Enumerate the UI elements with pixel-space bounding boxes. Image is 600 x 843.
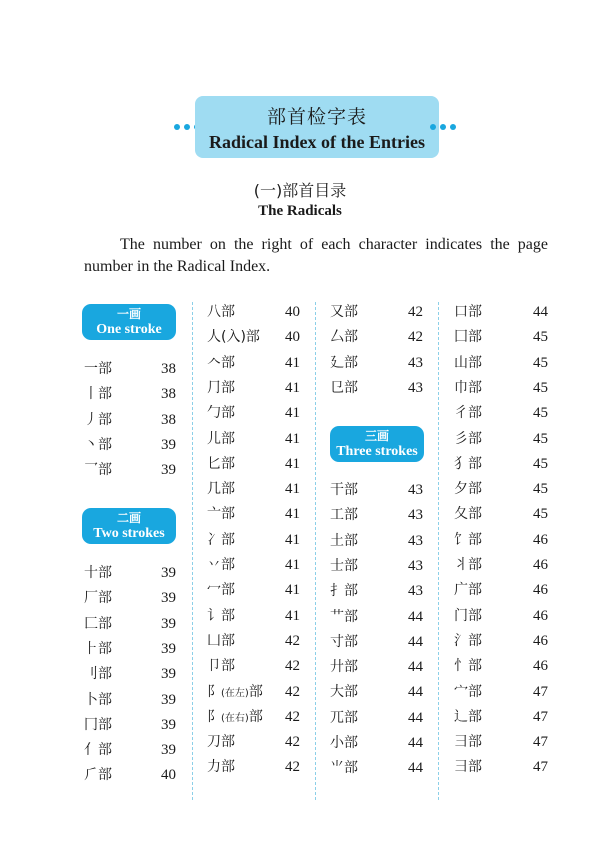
radical-entry (207, 300, 300, 325)
radical-name (330, 529, 358, 554)
page-number: 45 (533, 405, 548, 422)
radical-name (330, 605, 358, 630)
radical-char: 阝 (207, 683, 221, 700)
radical-char: 犭部 (454, 455, 482, 472)
radical-name (330, 325, 358, 350)
decorative-dots-right (430, 124, 456, 130)
radical-entry (454, 477, 548, 502)
radical-name (454, 351, 482, 376)
radical-suffix: 部 (248, 708, 263, 725)
radical-entry (207, 452, 300, 477)
radical-entry (84, 688, 176, 713)
page-title-en: Radical Index of the Entries (209, 132, 425, 152)
radical-entry (330, 655, 423, 680)
page-number: 41 (285, 405, 300, 422)
page-number: 47 (533, 734, 548, 751)
radical-char: 㔾部 (330, 379, 358, 396)
radical-char: 夕部 (454, 481, 482, 498)
radical-entry (207, 578, 300, 603)
radical-char: ⺕部 (454, 759, 482, 776)
radical-char: 兀部 (330, 709, 358, 726)
radical-char: 彳部 (454, 405, 482, 422)
heading-label-cn: 二画 (116, 511, 141, 525)
page-number: 45 (533, 455, 548, 472)
column-divider (315, 302, 316, 800)
radical-entry (330, 630, 423, 655)
radical-entry (207, 629, 300, 654)
radical-entry (330, 579, 423, 604)
page-number: 41 (285, 531, 300, 548)
radical-char: ⺊部 (84, 640, 112, 657)
radical-position-note: (在右) (221, 712, 249, 724)
radical-entry (84, 662, 176, 687)
page-number: 47 (533, 708, 548, 725)
radical-char: 卜部 (84, 691, 112, 708)
page-number: 39 (161, 462, 176, 479)
radical-char: 亻部 (84, 742, 112, 759)
radical-entry (207, 401, 300, 426)
radical-name (330, 756, 358, 781)
radical-name (454, 553, 482, 578)
page-number: 42 (285, 734, 300, 751)
radical-char: 冖部 (207, 582, 235, 599)
radical-entry (207, 730, 300, 755)
radical-char: 人(入)部 (207, 329, 260, 346)
radical-name (207, 553, 235, 578)
radical-char: 廴部 (330, 354, 358, 371)
heading-label-cn: 三画 (364, 429, 389, 443)
page-number: 42 (408, 329, 423, 346)
radical-name (207, 477, 235, 502)
radical-char: 刂部 (84, 666, 112, 683)
page-number: 41 (285, 506, 300, 523)
page-number: 42 (285, 759, 300, 776)
page-number: 45 (533, 430, 548, 447)
radical-entry (207, 705, 300, 730)
page-number: 44 (408, 659, 423, 676)
radical-name (84, 561, 112, 586)
page-number: 44 (408, 633, 423, 650)
radical-entry (454, 325, 548, 350)
page-number: 43 (408, 557, 423, 574)
radical-entry (454, 376, 548, 401)
radical-char: 卩部 (207, 658, 235, 675)
radical-entry (330, 731, 423, 756)
radical-name (454, 604, 482, 629)
radical-entry (454, 730, 548, 755)
radical-entry (207, 376, 300, 401)
heading-two-strokes (82, 508, 176, 544)
radical-name (207, 401, 235, 426)
radical-name (207, 705, 263, 731)
radical-name (454, 705, 482, 730)
radical-char: 丷部 (207, 557, 235, 573)
radical-entry (454, 705, 548, 730)
radical-char: 十部 (84, 565, 112, 581)
radical-char: 扌部 (330, 583, 358, 600)
heading-one-stroke (82, 304, 176, 340)
radical-entry (454, 452, 548, 477)
section-title-en: The Radicals (258, 203, 342, 219)
radical-entry (330, 605, 423, 630)
radical-name (207, 427, 235, 452)
radical-name (454, 502, 482, 527)
page-number: 44 (408, 709, 423, 726)
radical-name (330, 680, 358, 705)
page-number: 44 (408, 735, 423, 751)
radical-char: 彡部 (454, 430, 482, 447)
heading-label-cn: 一画 (116, 307, 141, 321)
page-number: 44 (408, 608, 423, 625)
radical-char: 口部 (454, 304, 482, 320)
heading-label-en: One stroke (96, 322, 162, 337)
radical-char: 忄部 (454, 658, 482, 675)
radical-char: 丶部 (84, 436, 112, 453)
radical-entry (207, 528, 300, 553)
radical-entry (84, 637, 176, 662)
radical-name (84, 612, 112, 637)
radical-char: 阝 (207, 708, 221, 725)
radical-entry (207, 477, 300, 502)
radical-entry (84, 763, 176, 788)
radical-entry (454, 401, 548, 426)
radical-name (330, 731, 358, 756)
radical-entry (207, 755, 300, 780)
radical-name (84, 458, 112, 483)
radical-char: 士部 (330, 557, 358, 574)
radical-char: 凵部 (207, 632, 235, 649)
radical-char: 夂部 (454, 506, 482, 523)
page-number: 42 (285, 708, 300, 725)
radical-char: 寸部 (330, 633, 358, 650)
radical-name (330, 300, 358, 325)
radical-entry (454, 755, 548, 780)
radical-name (454, 477, 482, 502)
page-number: 41 (285, 455, 300, 472)
page-number: 38 (161, 361, 176, 377)
radical-entry (330, 706, 423, 731)
radical-char: ⺁部 (84, 767, 112, 784)
radical-entry (330, 376, 423, 401)
page-number: 45 (533, 329, 548, 346)
page-number: 39 (161, 590, 176, 607)
radical-name (207, 452, 235, 477)
radical-entry (207, 502, 300, 527)
radical-char: 勹部 (207, 405, 235, 422)
page-number: 40 (285, 304, 300, 320)
page-number: 43 (408, 507, 423, 524)
page-number: 47 (533, 759, 548, 776)
radical-char: 氵部 (454, 632, 482, 649)
radical-name (84, 738, 112, 763)
radical-name (330, 655, 358, 680)
radical-entry (84, 612, 176, 637)
radical-char: 艹部 (330, 608, 358, 625)
radical-char: 土部 (330, 532, 358, 549)
radical-entry (84, 713, 176, 738)
radical-char: 厶部 (330, 329, 358, 346)
radical-name (84, 382, 112, 407)
radical-name (207, 351, 235, 376)
page-number: 46 (533, 531, 548, 548)
radical-char: 丿部 (84, 411, 112, 428)
radical-entry (330, 325, 423, 350)
radical-char: 巾部 (454, 379, 482, 396)
radical-name (84, 713, 112, 738)
radical-char: 辶部 (454, 708, 482, 725)
radical-name (454, 629, 482, 654)
radical-name (330, 478, 358, 503)
page-number: 42 (285, 658, 300, 675)
radical-name (84, 433, 112, 458)
radical-entry (454, 629, 548, 654)
radical-entry (84, 357, 176, 382)
radical-char: 囗部 (454, 329, 482, 346)
radical-char: 亠部 (207, 506, 235, 523)
radical-name (84, 688, 112, 713)
page-number: 43 (408, 532, 423, 549)
page-number: 46 (533, 557, 548, 573)
radical-char: 干部 (330, 482, 358, 498)
radical-entry (207, 680, 300, 705)
radical-char: 大部 (330, 684, 358, 701)
page-number: 47 (533, 683, 548, 700)
page-number: 41 (285, 481, 300, 498)
radical-entry (84, 433, 176, 458)
radical-name (454, 452, 482, 477)
radical-name (207, 300, 235, 325)
radical-char: 丨部 (84, 386, 112, 403)
radical-entry (330, 529, 423, 554)
radical-char: 儿部 (207, 430, 235, 447)
radical-name (454, 654, 482, 679)
page-number: 44 (408, 684, 423, 701)
radical-char: 冂部 (84, 716, 112, 733)
page-number: 42 (285, 632, 300, 649)
page-number: 38 (161, 411, 176, 428)
page-number: 42 (408, 304, 423, 320)
radical-char: 力部 (207, 759, 235, 776)
radical-entry (454, 300, 548, 325)
radical-char: 宀部 (454, 683, 482, 700)
radical-char: 工部 (330, 507, 358, 524)
radical-char: 彐部 (454, 734, 482, 751)
radical-char: 几部 (207, 481, 235, 498)
page-number: 46 (533, 658, 548, 675)
radical-name (330, 579, 358, 604)
radical-name (454, 376, 482, 401)
page-number: 43 (408, 482, 423, 498)
radical-char: 又部 (330, 304, 358, 320)
radical-char: 乛部 (84, 462, 112, 479)
radical-entry (330, 478, 423, 503)
page-number: 39 (161, 742, 176, 759)
radical-name (207, 604, 235, 629)
radical-entry (330, 351, 423, 376)
radical-char: ⺆部 (207, 379, 235, 396)
radical-name (330, 503, 358, 528)
radical-name (207, 325, 260, 350)
radical-entry (84, 586, 176, 611)
radical-char: 饣部 (454, 531, 482, 548)
page-number: 45 (533, 379, 548, 396)
radical-char: 廾部 (330, 659, 358, 676)
radical-name (454, 325, 482, 350)
radical-entry (330, 300, 423, 325)
page-number: 43 (408, 354, 423, 371)
radical-char: 刀部 (207, 734, 235, 751)
radical-name (454, 528, 482, 553)
radical-name (330, 706, 358, 731)
radical-entry (454, 553, 548, 578)
page-number: 45 (533, 481, 548, 498)
section-title-cn: (一)部首目录 (253, 181, 347, 200)
radical-entry (454, 680, 548, 705)
radical-char: 厂部 (84, 590, 112, 607)
radical-name (454, 578, 482, 603)
radical-name (84, 586, 112, 611)
radical-name (454, 680, 482, 705)
page-number: 41 (285, 557, 300, 573)
intro-paragraph: The number on the right of each character indicates the page number in the Radical Index. (84, 236, 548, 275)
radical-entry (454, 604, 548, 629)
radical-entry (330, 554, 423, 579)
page-number: 46 (533, 607, 548, 624)
radical-char: 山部 (454, 354, 482, 371)
radical-char: 𠆢部 (207, 354, 235, 371)
heading-three-strokes (330, 426, 424, 462)
radical-entry (330, 680, 423, 705)
radical-entry (330, 503, 423, 528)
radical-entry (454, 578, 548, 603)
radical-name (207, 502, 235, 527)
radical-position-note: (在左) (221, 687, 249, 699)
page-number: 39 (161, 640, 176, 657)
page-number: 40 (285, 329, 300, 346)
radical-name (330, 351, 358, 376)
column-divider (192, 302, 193, 800)
page-number: 39 (161, 565, 176, 581)
page-number: 41 (285, 430, 300, 447)
page-number: 45 (533, 354, 548, 371)
radical-name (207, 730, 235, 755)
radical-name (454, 300, 482, 325)
radical-name (207, 376, 235, 401)
page-number: 41 (285, 354, 300, 371)
radical-entry (84, 738, 176, 763)
radical-char: 小部 (330, 735, 358, 751)
radical-name (207, 528, 235, 553)
radical-name (207, 654, 235, 679)
radical-entry (84, 561, 176, 586)
radical-char: ⺌部 (330, 760, 358, 777)
radical-char: 丬部 (454, 557, 482, 573)
radical-entry (84, 408, 176, 433)
radical-entry (207, 553, 300, 578)
page-number: 43 (408, 379, 423, 396)
page-number: 39 (161, 436, 176, 453)
heading-label-en: Three strokes (336, 444, 418, 459)
radical-entry (207, 604, 300, 629)
column-divider (438, 302, 439, 800)
radical-entry (207, 351, 300, 376)
page-number: 41 (285, 582, 300, 599)
radical-entry (454, 502, 548, 527)
radical-name (207, 755, 235, 780)
radical-entry (207, 427, 300, 452)
page-number: 41 (285, 607, 300, 624)
title-banner (195, 96, 439, 158)
page-number: 40 (161, 767, 176, 784)
radical-entry (454, 654, 548, 679)
radical-entry (454, 528, 548, 553)
radical-char: 门部 (454, 607, 482, 624)
page-number: 39 (161, 666, 176, 683)
radical-char: 匕部 (207, 455, 235, 472)
radical-name (84, 637, 112, 662)
radical-name (207, 629, 235, 654)
heading-label-en: Two strokes (93, 526, 165, 541)
radical-entry (207, 654, 300, 679)
radical-char: 匚部 (84, 615, 112, 632)
radical-name (454, 401, 482, 426)
radical-char: 冫部 (207, 531, 235, 548)
radical-name (84, 408, 112, 433)
radical-name (454, 755, 482, 780)
radical-name (454, 427, 482, 452)
radical-entry (84, 458, 176, 483)
radical-name (207, 578, 235, 603)
radical-char: 一部 (84, 361, 112, 377)
radical-entry (207, 325, 300, 350)
radical-suffix: 部 (248, 683, 263, 700)
radical-entry (84, 382, 176, 407)
page-number: 39 (161, 691, 176, 708)
radical-name (330, 630, 358, 655)
radical-char: 讠部 (207, 607, 235, 624)
page-number: 39 (161, 716, 176, 733)
radical-name (330, 376, 358, 401)
radical-name (84, 357, 112, 382)
page-number: 44 (408, 760, 423, 777)
page-number: 44 (533, 304, 548, 320)
radical-char: 广部 (454, 582, 482, 599)
radical-entry (330, 756, 423, 781)
page-number: 46 (533, 582, 548, 599)
page-number: 43 (408, 583, 423, 600)
radical-name (84, 662, 112, 687)
radical-char: 八部 (207, 304, 235, 320)
radical-name (330, 554, 358, 579)
page-title-cn: 部首检字表 (266, 106, 367, 128)
radical-name (207, 680, 263, 706)
page-number: 45 (533, 506, 548, 523)
radical-entry (454, 351, 548, 376)
radical-name (454, 730, 482, 755)
page-number: 41 (285, 379, 300, 396)
radical-entry (454, 427, 548, 452)
page-number: 46 (533, 632, 548, 649)
radical-name (84, 763, 112, 788)
page-number: 39 (161, 615, 176, 632)
page-number: 42 (285, 683, 300, 700)
page-number: 38 (161, 386, 176, 403)
